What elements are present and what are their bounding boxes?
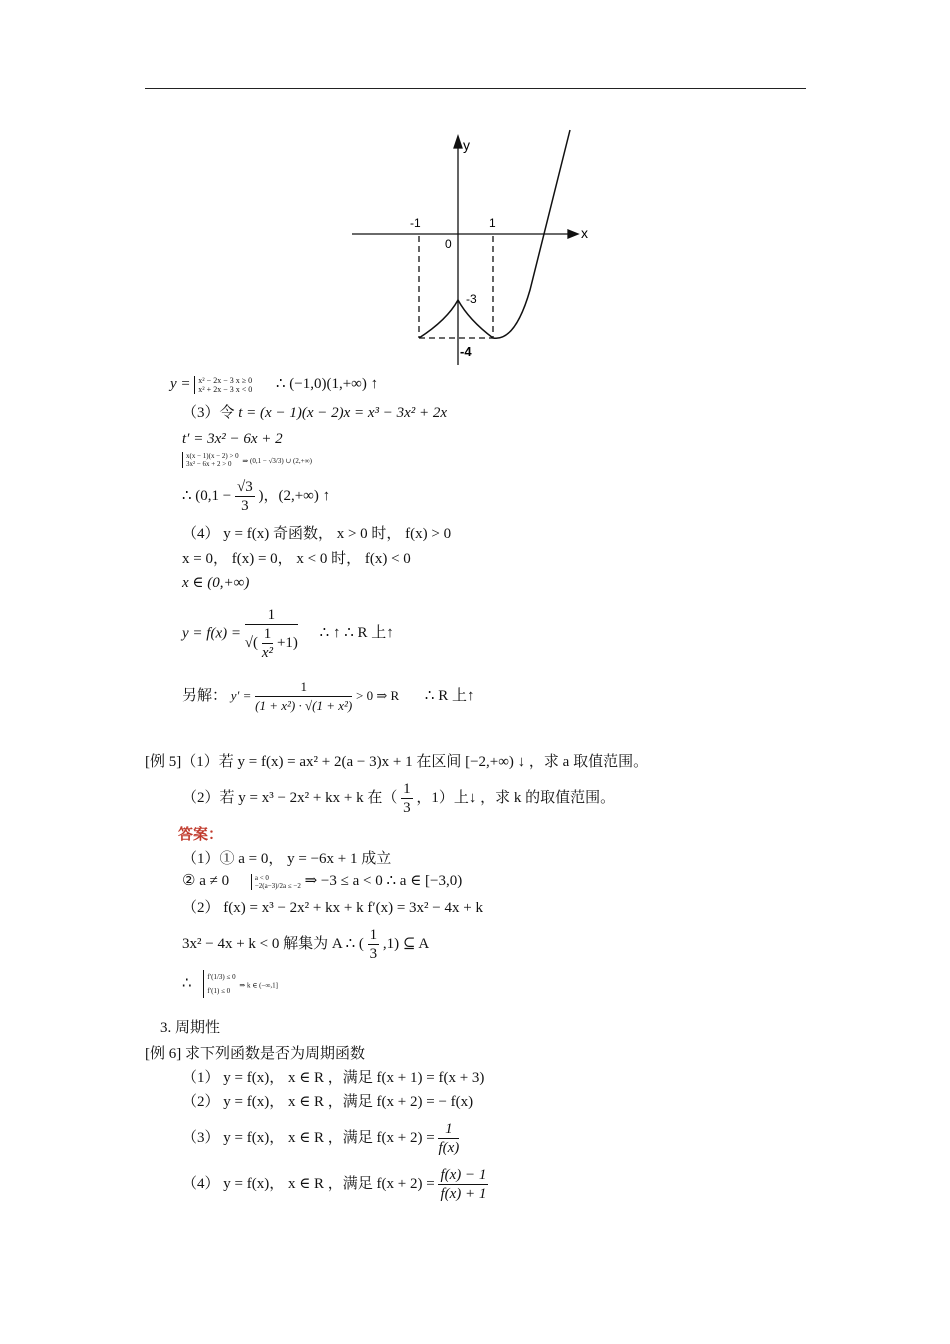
yfx-label: y = f(x) = <box>182 625 241 642</box>
system1-a: x(x − 1)(x − 2) > 0 <box>186 451 239 460</box>
q4-den: f(x) + 1 <box>440 1186 487 1202</box>
answer4-pre: 3x² − 4x + k < 0 解集为 A ∴ ( <box>182 935 364 952</box>
ex5-q2-den: 3 <box>403 800 411 816</box>
q3-den: f(x) <box>438 1140 460 1156</box>
part3-expr: t = (x − 1)(x − 2)x = x³ − 3x² + 2x <box>238 405 448 421</box>
answer-line1: （1）① a = 0， y = −6x + 1 成立 <box>182 851 392 867</box>
ex5-q2-pre: （2）若 y = x³ − 2x² + kx + k 在（ <box>182 789 398 806</box>
piecewise-b: x² + 2x − 3 x < 0 <box>198 384 253 394</box>
answer2-post: ⇒ −3 ≤ a < 0 ∴ a ∈ [−3,0) <box>304 873 463 889</box>
answer-heading: 答案： <box>178 827 224 843</box>
result3-pre: ∴ (0,1 − <box>182 487 232 504</box>
answer-line4 <box>182 926 429 963</box>
piecewise-result: ∴ (−1,0)(1,+∞) ↑ <box>275 376 379 392</box>
alt-y: y′ = <box>230 687 252 703</box>
example5-q1: [例 5]（1）若 y = f(x) = ax² + 2(a − 3)x + 1 在区间 [−2,+∞) ↓ ，求 a 取值范围。 <box>145 754 649 770</box>
header-rule <box>145 88 806 89</box>
q4-pre: （4） y = f(x)， x ∈ R ，满足 f(x + 2) = <box>182 1175 435 1192</box>
answer2-sys-a: a < 0 <box>254 873 269 882</box>
yfx-inner-num: 1 <box>263 626 272 642</box>
label-neg3: -3 <box>466 292 477 306</box>
example6-q1: （1） y = f(x)， x ∈ R ，满足 f(x + 1) = f(x + 3) <box>182 1070 485 1086</box>
answer-line5 <box>182 970 278 998</box>
piecewise-a: x² − 2x − 3 x ≥ 0 <box>198 375 253 385</box>
yfx-plus: +1 <box>276 634 293 651</box>
yfx-line: y = f(x) = 1 √( $\frac{1}{\text{x²}}$ +1) ∴ ↑ ∴ R 上↑ <box>182 607 394 661</box>
piecewise-line: y = x² − 2x − 3 x ≥ 0 x² + 2x − 3 x < 0 ∴ (−1,0)(1,+∞) ↑ <box>170 375 379 394</box>
system1-result: ⇒ (0,1 − √3/3) ∪ (2,+∞) <box>242 457 312 465</box>
example6-q3 <box>182 1120 459 1157</box>
example6-q4 <box>182 1166 488 1203</box>
result3-num: √3 <box>237 479 253 495</box>
result3-den: 3 <box>241 498 249 514</box>
example5-q2 <box>182 780 615 817</box>
yfx-tail: ∴ ↑ ∴ R 上↑ <box>319 625 394 642</box>
answer4-den: 3 <box>369 946 378 962</box>
part3-line <box>182 403 447 423</box>
system1 <box>182 449 312 469</box>
section3-title: 3. 周期性 <box>160 1020 221 1036</box>
t-derivative: t′ = 3x² − 6x + 2 <box>182 431 283 447</box>
tick-neg1: -1 <box>410 216 421 230</box>
answer4-post: ,1) ⊆ A <box>382 935 430 952</box>
answer5-post: ⇒ k ∈ (−∞,1] <box>239 981 279 990</box>
answer2-pre: ② a ≠ 0 <box>182 873 230 889</box>
part4-line1: （4） y = f(x) 奇函数， x > 0 时， f(x) > 0 <box>182 526 452 542</box>
q4-num: f(x) − 1 <box>440 1167 487 1183</box>
alt-post: > 0 ⇒ R <box>356 687 400 703</box>
alt-den: (1 + x²) · √(1 + x²) <box>255 698 353 713</box>
tick-1: 1 <box>489 216 496 230</box>
answer4-num: 1 <box>369 927 378 943</box>
ex5-q2-num: 1 <box>403 781 411 797</box>
label-neg4: -4 <box>460 344 472 359</box>
yfx-inner-den: x² <box>261 645 274 661</box>
answer5-pre: ∴ <box>182 975 192 992</box>
origin-label: 0 <box>445 237 452 251</box>
part3-label: （3）令 <box>182 405 235 421</box>
system1-b: 3x² − 6x + 2 > 0 <box>186 459 232 468</box>
answer-line2 <box>182 871 462 891</box>
x-axis-label: x <box>581 225 588 241</box>
part4-line2: x = 0， f(x) = 0， x < 0 时， f(x) < 0 <box>182 551 411 567</box>
q3-pre: （3） y = f(x)， x ∈ R ，满足 f(x + 2) = <box>182 1129 435 1146</box>
function-graph <box>0 120 950 500</box>
yfx-num: 1 <box>245 606 298 625</box>
ex5-q2-post: ，1）上↓ ，求 k 的取值范围。 <box>416 789 616 806</box>
alt-label: 另解： <box>182 687 228 704</box>
q3-num: 1 <box>438 1120 459 1139</box>
alt-solution <box>182 678 474 715</box>
answer5-sys-a: f′(1/3) ≤ 0 <box>207 973 236 981</box>
alt-num: 1 <box>255 678 352 697</box>
alt-tail: ∴ R 上↑ <box>424 687 475 704</box>
y-axis-label: y <box>463 137 470 153</box>
result3-post: )，(2,+∞) ↑ <box>258 487 331 504</box>
example6-q2: （2） y = f(x)， x ∈ R ，满足 f(x + 2) = − f(x) <box>182 1094 474 1110</box>
answer2-sys-b: −2(a−3)/2a ≤ −2 <box>254 881 301 890</box>
part4-line3: x ∈ (0,+∞) <box>182 575 250 591</box>
result3 <box>182 478 330 515</box>
example6-title: [例 6] 求下列函数是否为周期函数 <box>145 1046 365 1062</box>
answer5-sys-b: f′(1) ≤ 0 <box>207 987 231 995</box>
answer-line3: （2） f(x) = x³ − 2x² + kx + k f′(x) = 3x² − 4x + k <box>182 900 483 916</box>
